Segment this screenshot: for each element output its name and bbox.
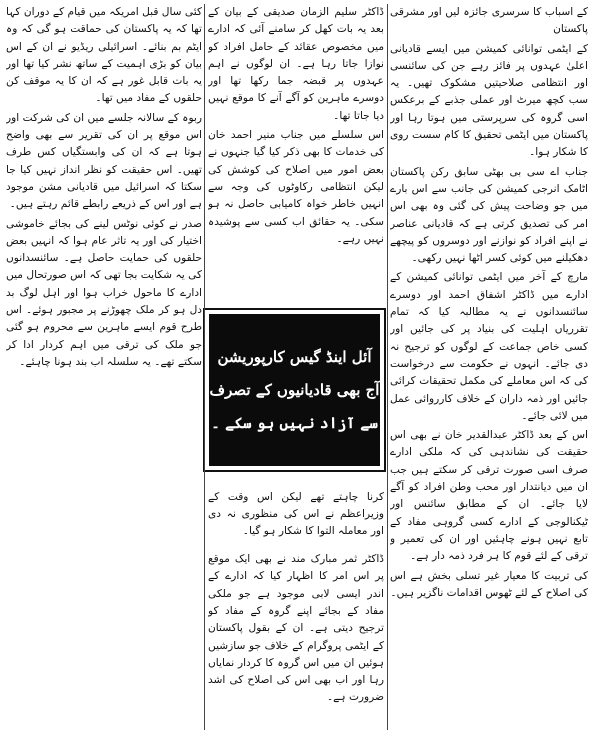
article-column-middle-bottom bbox=[208, 478, 384, 730]
column-divider bbox=[204, 4, 205, 730]
article-column-left bbox=[6, 4, 202, 732]
paragraph: مارچ کے آخر میں ایٹمی توانائی کمیشن کے ادارے میں ڈاکٹر اشفاق احمد اور دوسرے سائنسدانوں نے یہ مطالبہ کیا کہ تمام تقرریاں اہلیت کی بنیاد پر کی جائیں اور کسی خاص جماعت کے لوگوں کو ترجیح نہ دی جائے۔ انہوں نے حکومت سے درخواست کی کہ اس معاملے کی مکمل تحقیقات کرائی جائیں اور ذمہ داران کے خلاف کارروائی عمل میں لائی جائے۔ bbox=[390, 271, 588, 422]
paragraph: کی تربیت کا معیار غیر تسلی بخش ہے اس کی اصلاح کے لئے ٹھوس اقدامات ناگزیر ہیں۔ bbox=[390, 569, 588, 599]
paragraph: کئی سال قبل امریکہ میں قیام کے دوران کہا تھا کہ یہ پاکستان کی حماقت ہو گی کہ وہ ایٹم بم بنائے۔ اسرائیلی ریڈیو نے ان کے اس بیان کو بڑی اہمیت کے ساتھ نشر کیا تھا اور یہ بات قابل غور ہے کہ ان کا یہ موقف کن حلقوں کے مفاد میں تھا۔ bbox=[6, 6, 202, 105]
headline-line: آج بھی قادیانیوں کے تصرف bbox=[209, 380, 380, 399]
column-divider bbox=[387, 4, 388, 730]
article-column-right bbox=[390, 4, 588, 732]
paragraph: جناب اے سی بی بھٹی سابق رکن پاکستان اٹامک انرجی کمیشن کی جانب سے اس بارے میں جو وضاحت پیش کی گئی وہ بھی اس امر کی تصدیق کرتی ہے کہ قادیانی عناصر نے اپنے افراد کو نوازنے اور دوسروں کو پیچھے دھکیلنے میں کوئی کسر اٹھا نہیں رکھی۔ bbox=[390, 165, 588, 265]
headline-line: سے آزاد نہیں ہو سکے ۔ bbox=[211, 413, 378, 432]
paragraph: کے اسباب کا سرسری جائزہ لیں اور مشرقی پاکستان bbox=[390, 6, 588, 36]
paragraph: صدر نے کوئی نوٹس لینے کی بجائے خاموشی اختیار کی اور یہ تاثر عام ہوا کہ انہیں بعض حلقوں کی حمایت حاصل ہے۔ سائنسدانوں کی یہ شکایت بجا تھی کہ اس صورتحال میں ادارے کا ماحول خراب ہوا اور اہل لوگ بد دل ہو کر ملک چھوڑنے پر مجبور ہوئے۔ اس طرح قوم ایسے ماہرین سے محروم ہو گئی جو ملک کی ترقی میں اہم کردار ادا کر سکتے تھے۔ یہ سلسلہ اب بند ہونا چاہئے۔ bbox=[6, 217, 202, 368]
paragraph: ربوہ کے سالانہ جلسے میں ان کی شرکت اور اس موقع پر ان کی تقریر سے بھی واضح ہوتا ہے کہ ان کی وابستگیاں کس طرف تھیں۔ اس حقیقت کو نظر انداز نہیں کیا جا سکتا کہ اسرائیل میں قادیانی مشن موجود ہے اور اس کے ذریعے رابطے قائم رہتے ہیں۔ bbox=[6, 111, 202, 211]
paragraph: ڈاکٹر ثمر مبارک مند نے بھی ایک موقع پر اس امر کا اظہار کیا کہ ادارے کے اندر ایسی لابی موجود ہے جو ملکی مفاد کے بجائے اپنے گروہ کے مفاد کو ترجیح دیتی ہے۔ ان کے بقول پاکستان کے ایٹمی پروگرام کے خلاف جو سازشیں ہوئیں ان میں اس گروہ کا کردار نمایاں رہا اور اب بھی اس کی اصلاح کی اشد ضرورت ہے۔ bbox=[208, 553, 384, 704]
paragraph: کرنا چاہتے تھے لیکن اس وقت کے وزیراعظم نے اس کی منظوری نہ دی اور معاملہ التوا کا شکار ہو گیا۔ bbox=[208, 490, 384, 538]
headline-box bbox=[203, 308, 386, 472]
paragraph: کے ایٹمی توانائی کمیشن میں ایسے قادیانی اعلیٰ عہدوں پر فائز رہے جن کی سائنسی اور انتظامی صلاحیتیں مشکوک تھیں۔ یہ سب کچھ میرٹ اور عملی جذبے کے برعکس اسی گروہ کی سرپرستی میں ہوتا رہا اور پاکستان میں ایٹمی تحقیق کا کام سست روی کا شکار ہوا۔ bbox=[390, 42, 588, 159]
article-column-middle-top bbox=[208, 4, 384, 302]
headline-inner bbox=[209, 314, 380, 466]
paragraph: اس کے بعد ڈاکٹر عبدالقدیر خان نے بھی اس حقیقت کی نشاندہی کی کہ ملکی ادارے صرف اسی صورت ترقی کر سکتے ہیں جب ان میں دیانتدار اور محب وطن افراد کو آگے لایا جائے۔ ان کے مطابق سائنس اور ٹیکنالوجی کے ادارے کسی گروہی مفاد کے تابع نہیں ہونے چاہئیں اور ان کی تعمیر و ترقی کے لئے قوم کا ہر فرد ذمہ دار ہے۔ bbox=[390, 429, 588, 563]
headline-line: آئل اینڈ گیس کارپوریشن bbox=[217, 347, 372, 366]
paragraph: اس سلسلے میں جناب منیر احمد خان کی خدمات کا بھی ذکر کیا گیا جنہوں نے بعض امور میں اصلاح کی کوشش کی لیکن انتظامی رکاوٹوں کی وجہ سے انہیں خاطر خواہ کامیابی حاصل نہ ہو سکی۔ یہ حقائق اب کسی سے پوشیدہ نہیں رہے۔ bbox=[208, 129, 384, 245]
paragraph: ڈاکٹر سلیم الزمان صدیقی کے بیان کے بعد یہ بات کھل کر سامنے آئی کہ ادارے میں مخصوص عقائد کے حامل افراد کو نوازا جاتا رہا ہے۔ ان لوگوں نے اہم عہدوں پر قبضہ جما رکھا تھا اور دوسرے ماہرین کو آگے آنے کا موقع نہیں دیا جاتا تھا۔ bbox=[208, 6, 384, 122]
